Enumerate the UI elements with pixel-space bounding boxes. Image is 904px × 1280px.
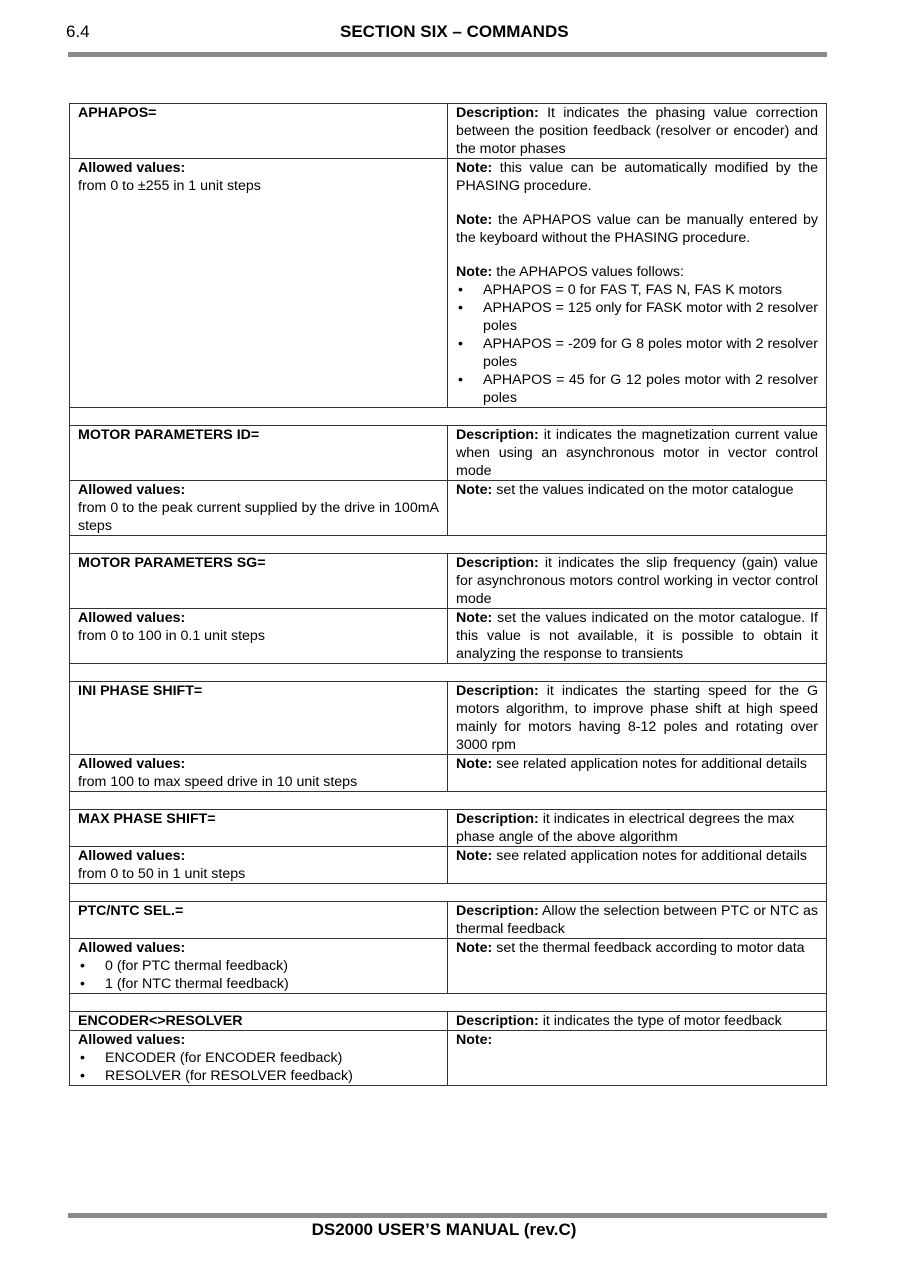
description-cell: [448, 1012, 827, 1031]
allowed-label: Allowed values:: [78, 160, 186, 176]
note-text: set the thermal feedback according to motor data: [496, 940, 805, 956]
table-row: [70, 426, 827, 481]
list-item: • APHAPOS = 125 only for FASK motor with 2 resolver poles: [456, 299, 818, 335]
footer-rule: [68, 1213, 827, 1218]
note-label: Note:: [456, 264, 493, 280]
allowed-label: Allowed values:: [78, 756, 186, 772]
allowed-label: Allowed values:: [78, 482, 186, 498]
list-item: • APHAPOS = 0 for FAS T, FAS N, FAS K motors: [456, 281, 818, 299]
note-cell: [448, 755, 827, 792]
note-cell: [448, 1031, 827, 1086]
note-cell: [448, 159, 827, 408]
table-row: [70, 554, 827, 609]
list-item: • APHAPOS = 45 for G 12 poles motor with 2 resolver poles: [456, 371, 818, 407]
command-name: MOTOR PARAMETERS SG=: [78, 555, 266, 571]
footer: [0, 1220, 904, 1240]
note-label: Note:: [456, 940, 493, 956]
allowed-label: Allowed values:: [78, 610, 186, 626]
note-label: Note:: [456, 1032, 493, 1048]
note-text: the APHAPOS values follows:: [496, 264, 684, 280]
list-item: • RESOLVER (for RESOLVER feedback): [78, 1067, 439, 1085]
list-item: • 1 (for NTC thermal feedback): [78, 975, 439, 993]
command-name: MOTOR PARAMETERS ID=: [78, 427, 260, 443]
description-text: it indicates the slip frequency (gain) value for asynchronous motors control working in vector control mode: [456, 555, 818, 607]
command-name-cell: [70, 1012, 448, 1031]
table-row: [70, 847, 827, 884]
footer-title: DS2000 USER’S MANUAL (rev.C): [311, 1220, 577, 1239]
description-cell: [448, 104, 827, 159]
spacer-row: [70, 994, 827, 1012]
page-number: 6.4: [66, 22, 90, 41]
note-label: Note:: [456, 482, 493, 498]
spacer-row: [70, 536, 827, 554]
command-name-cell: [70, 426, 448, 481]
command-name-cell: [70, 104, 448, 159]
description-cell: [448, 426, 827, 481]
note-text: see related application notes for additional details: [496, 756, 807, 772]
note-label: Note:: [456, 160, 493, 176]
description-cell: [448, 682, 827, 755]
description-label: Description:: [456, 427, 539, 443]
description-text: it indicates the starting speed for the G motors algorithm, to improve phase shift at high speed mainly for motors having 8-12 poles and rotating over 3000 rpm: [456, 683, 818, 753]
command-name: PTC/NTC SEL.=: [78, 903, 184, 919]
table-row: [70, 1012, 827, 1031]
table-row: [70, 609, 827, 664]
note-text: set the values indicated on the motor catalogue: [496, 482, 794, 498]
table-row: [70, 104, 827, 159]
section-title: SECTION SIX – COMMANDS: [340, 22, 569, 41]
description-label: Description:: [456, 555, 539, 571]
command-name-cell: [70, 902, 448, 939]
commands-table: [69, 103, 827, 1086]
note-label: Note:: [456, 212, 493, 228]
description-text: Allow the selection between PTC or NTC as thermal feedback: [456, 903, 818, 937]
spacer-row: [70, 408, 827, 426]
description-text: it indicates in electrical degrees the max phase angle of the above algorithm: [456, 811, 795, 845]
note-label: Note:: [456, 610, 493, 626]
note-label: Note:: [456, 756, 493, 772]
allowed-bullet-list: [78, 957, 439, 993]
description-text: it indicates the magnetization current value when using an asynchronous motor in vector control mode: [456, 427, 818, 479]
allowed-text: from 0 to 50 in 1 unit steps: [78, 866, 246, 882]
description-label: Description:: [456, 1013, 539, 1029]
command-name-cell: [70, 682, 448, 755]
description-label: Description:: [456, 903, 539, 919]
allowed-cell: [70, 755, 448, 792]
command-name: APHAPOS=: [78, 105, 157, 121]
note-text: this value can be automatically modified by the PHASING procedure.: [456, 160, 818, 194]
header-rule: [68, 52, 827, 57]
spacer-row: [70, 792, 827, 810]
note-bullet-list: [456, 281, 818, 407]
allowed-text: from 0 to ±255 in 1 unit steps: [78, 178, 261, 194]
description-text: it indicates the type of motor feedback: [542, 1013, 782, 1029]
command-name-cell: [70, 554, 448, 609]
note-cell: [448, 847, 827, 884]
description-cell: [448, 902, 827, 939]
table-row: [70, 939, 827, 994]
allowed-text: from 0 to 100 in 0.1 unit steps: [78, 628, 265, 644]
table-row: [70, 1031, 827, 1086]
allowed-bullet-list: [78, 1049, 439, 1085]
table-row: [70, 810, 827, 847]
table-row: [70, 159, 827, 408]
allowed-cell: [70, 1031, 448, 1086]
allowed-label: Allowed values:: [78, 940, 186, 956]
list-item: • 0 (for PTC thermal feedback): [78, 957, 439, 975]
command-name: ENCODER<>RESOLVER: [78, 1013, 243, 1029]
description-cell: [448, 554, 827, 609]
note-cell: [448, 609, 827, 664]
allowed-text: from 0 to the peak current supplied by the drive in 100mA steps: [78, 500, 439, 534]
note-text: the APHAPOS value can be manually entered by the keyboard without the PHASING procedure.: [456, 212, 818, 246]
allowed-cell: [70, 609, 448, 664]
table-row: [70, 902, 827, 939]
spacer-row: [70, 664, 827, 682]
allowed-text: from 100 to max speed drive in 10 unit steps: [78, 774, 358, 790]
table-row: [70, 481, 827, 536]
allowed-cell: [70, 847, 448, 884]
allowed-cell: [70, 939, 448, 994]
table-row: [70, 755, 827, 792]
command-name: MAX PHASE SHIFT=: [78, 811, 216, 827]
allowed-label: Allowed values:: [78, 1032, 186, 1048]
description-label: Description:: [456, 105, 539, 121]
command-name: INI PHASE SHIFT=: [78, 683, 203, 699]
note-cell: [448, 481, 827, 536]
spacer-row: [70, 884, 827, 902]
description-cell: [448, 810, 827, 847]
allowed-cell: [70, 481, 448, 536]
list-item: • APHAPOS = -209 for G 8 poles motor with 2 resolver poles: [456, 335, 818, 371]
table-row: [70, 682, 827, 755]
note-cell: [448, 939, 827, 994]
allowed-label: Allowed values:: [78, 848, 186, 864]
description-text: It indicates the phasing value correction between the position feedback (resolver or encoder) and the motor phases: [456, 105, 819, 157]
note-label: Note:: [456, 848, 493, 864]
allowed-cell: [70, 159, 448, 408]
description-label: Description:: [456, 811, 539, 827]
list-item: • ENCODER (for ENCODER feedback): [78, 1049, 439, 1067]
description-label: Description:: [456, 683, 539, 699]
note-text: see related application notes for additional details: [496, 848, 807, 864]
command-name-cell: [70, 810, 448, 847]
note-text: set the values indicated on the motor catalogue. If this value is not available, it is possible to obtain it analyzing the response to transients: [456, 610, 818, 662]
